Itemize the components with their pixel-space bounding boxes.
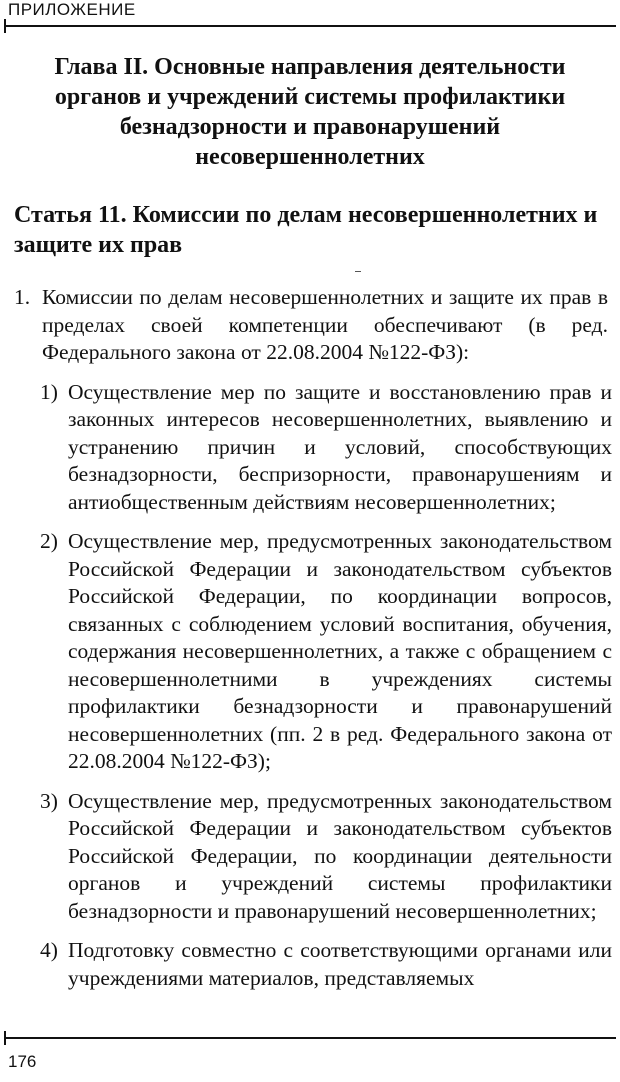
- article-title: Статья 11. Комиссии по делам несовершеннолетних и защите их прав: [14, 202, 598, 258]
- chapter-title: Глава II. Основные направления деятельности органов и учреждений системы профилактики безнадзорности и правонарушений несовершеннолетних: [54, 54, 566, 170]
- rule-tick: [4, 1031, 6, 1045]
- item-text: Осуществление мер, предусмотренных законодательством Российской Федерации и законодательством субъектов Российской Федерации, по координации деятельности органов и учреждений системы профилактики безнадзорности и правонарушений несовершеннолетних;: [68, 788, 612, 923]
- item-number: 3): [40, 788, 58, 813]
- list-item-4: [0, 937, 620, 992]
- separator-dash: [355, 271, 361, 272]
- running-head: ПРИЛОЖЕНИЕ: [8, 0, 136, 19]
- item-number: 2): [40, 529, 58, 553]
- bottom-rule: [6, 1037, 616, 1039]
- item-number: 1): [40, 379, 58, 404]
- item-text: Осуществление мер по защите и восстановлению прав и законных интересов несовершеннолетних, выявлению и устранению причин и условий, способствующих безнадзорности, беспризорности, правонарушениям и антиобщественным действиям несовершеннолетних;: [68, 379, 612, 514]
- top-rule: [6, 25, 616, 27]
- list-item-3: [0, 788, 620, 926]
- item-text: Подготовку совместно с соответствующими органами или учреждениями материалов, представляемых: [68, 938, 612, 990]
- page-number: 176: [8, 1052, 37, 1071]
- list-item-2: [0, 528, 620, 776]
- rule-tick: [4, 19, 6, 33]
- clause-text: Комиссии по делам несовершеннолетних и защите их прав в пределах своей компетенции обеспечивают (в ред. Федерального закона от 22.08.2004 №122-ФЗ):: [42, 285, 608, 364]
- clause-number: 1.: [14, 285, 31, 309]
- clause-1: [0, 284, 620, 367]
- article-body: [0, 284, 620, 992]
- item-text: Осуществление мер, предусмотренных законодательством Российской Федерации и законодательством субъектов Российской Федерации, по координации вопросов, связанных с соблюдением условий воспитания, обучения, содержания несовершеннолетних, а также с обращением с несовершеннолетними в учреждениях системы профилактики безнадзорности и правонарушений несовершеннолетних (пп. 2 в ред. Федерального закона от 22.08.2004 №122-ФЗ);: [68, 529, 612, 773]
- list-item-1: [0, 379, 620, 517]
- item-number: 4): [40, 938, 58, 962]
